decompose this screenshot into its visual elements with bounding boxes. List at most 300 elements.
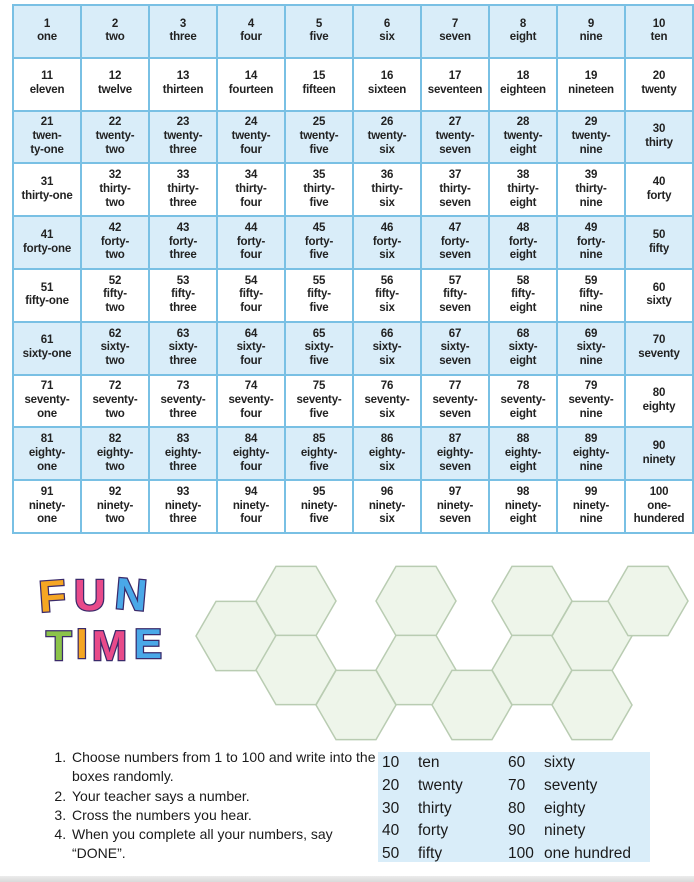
grid-cell-number: 19	[584, 70, 598, 83]
grid-cell	[626, 481, 692, 532]
svg-text:U: U	[74, 571, 106, 620]
grid-cell	[218, 428, 284, 479]
grid-cell-number: 38	[516, 169, 530, 182]
grid-cell-word: thirty- nine	[575, 182, 607, 209]
grid-cell	[558, 270, 624, 321]
grid-cell-number: 68	[516, 327, 530, 340]
grid-cell	[626, 112, 692, 163]
svg-text:E: E	[134, 620, 163, 667]
grid-cell-word: twenty- six	[367, 130, 407, 156]
grid-cell	[218, 270, 284, 321]
tens-entry	[508, 752, 631, 775]
grid-cell-number: 15	[312, 70, 326, 83]
grid-cell-number: 27	[448, 116, 462, 129]
grid-cell-number: 69	[584, 327, 598, 340]
tens-entry	[382, 752, 463, 775]
tens-entry-number: 100	[508, 845, 534, 863]
grid-cell-number: 98	[516, 485, 530, 498]
grid-cell-number: 44	[244, 221, 258, 234]
grid-cell-word: eighteen	[500, 84, 546, 97]
grid-cell-number: 34	[244, 169, 258, 182]
grid-cell	[490, 428, 556, 479]
tens-entry-word: one hundred	[544, 845, 632, 863]
grid-cell-word: eighty	[642, 400, 676, 413]
grid-cell-word: forty- four	[236, 235, 266, 262]
grid-cell	[490, 59, 556, 110]
grid-cell-word: fifty- five	[307, 288, 331, 315]
grid-cell-number: 49	[584, 221, 598, 234]
grid-cell	[14, 164, 80, 215]
grid-cell	[626, 323, 692, 374]
grid-cell-word: two	[105, 31, 125, 44]
grid-cell	[82, 323, 148, 374]
grid-cell-word: ninety- six	[368, 499, 406, 526]
grid-cell-word: fifty- seven	[439, 288, 471, 315]
grid-cell-number: 53	[176, 274, 190, 287]
grid-cell	[218, 112, 284, 163]
grid-cell	[558, 481, 624, 532]
grid-cell-number: 41	[40, 228, 54, 241]
hexagon-box[interactable]	[492, 635, 572, 704]
grid-cell	[422, 481, 488, 532]
grid-cell-word: fifty- four	[239, 288, 263, 315]
grid-cell	[82, 59, 148, 110]
grid-cell-word: ten	[650, 31, 668, 44]
grid-cell	[422, 6, 488, 57]
grid-cell	[218, 6, 284, 57]
instruction-item: 2. Your teacher says a number.	[70, 787, 380, 806]
grid-cell-word: seventy- two	[92, 394, 138, 420]
grid-cell-word: sixty- seven	[439, 341, 471, 368]
tens-entry-word: ninety	[544, 822, 586, 840]
grid-cell-number: 55	[312, 274, 326, 287]
grid-cell-word: thirteen	[162, 84, 204, 97]
grid-cell-number: 47	[448, 221, 462, 234]
hexagon-box[interactable]	[552, 670, 632, 739]
grid-cell	[286, 217, 352, 268]
grid-cell-number: 56	[380, 274, 394, 287]
grid-cell	[558, 428, 624, 479]
grid-cell-number: 13	[176, 70, 190, 83]
grid-cell-word: seven	[439, 31, 471, 44]
grid-cell-word: nine	[579, 31, 603, 44]
grid-cell-word: ninety- one	[28, 499, 66, 526]
grid-cell	[218, 481, 284, 532]
grid-cell-word: fifty-one	[25, 295, 69, 308]
grid-cell-word: thirty	[645, 136, 673, 149]
grid-cell	[218, 376, 284, 427]
grid-cell-number: 79	[584, 380, 598, 393]
grid-cell-number: 66	[380, 327, 394, 340]
grid-cell-word: sixty- three	[168, 341, 198, 368]
grid-cell-word: seventeen	[427, 84, 483, 97]
grid-cell-word: one- hundered	[633, 499, 685, 526]
grid-cell-word: ninety- eight	[504, 499, 542, 526]
tens-entry-word: ten	[418, 754, 440, 771]
grid-cell-number: 95	[312, 485, 326, 498]
grid-cell	[286, 428, 352, 479]
grid-cell-word: eighty- five	[300, 446, 338, 473]
grid-cell	[490, 376, 556, 427]
grid-cell-word: seventy- one	[24, 394, 70, 420]
grid-cell-word: twelve	[98, 84, 132, 97]
grid-cell	[422, 112, 488, 163]
grid-cell-number: 30	[652, 123, 666, 136]
grid-cell-number: 62	[108, 327, 122, 340]
hexagon-box[interactable]	[552, 601, 632, 670]
grid-cell-word: seventy- three	[160, 394, 206, 420]
grid-cell-word: twenty	[641, 84, 677, 97]
tens-entry-word: forty	[418, 822, 449, 840]
tens-entry-number: 70	[508, 776, 526, 794]
hexagon-box[interactable]	[376, 635, 456, 704]
grid-cell-number: 20	[652, 70, 666, 83]
tens-entry-number: 40	[382, 822, 400, 840]
grid-cell-number: 71	[40, 380, 54, 393]
grid-cell	[14, 376, 80, 427]
grid-cell-number: 32	[108, 169, 122, 182]
grid-cell	[490, 6, 556, 57]
grid-cell-word: eighty- one	[28, 446, 66, 473]
tens-entry	[508, 820, 631, 843]
grid-cell	[626, 428, 692, 479]
grid-cell-number: 67	[448, 327, 462, 340]
instruction-item: 1. Choose numbers from 1 to 100 and write into the boxes randomly.	[70, 748, 380, 787]
hexagon-box[interactable]	[256, 566, 336, 635]
grid-cell	[150, 217, 216, 268]
grid-cell-number: 70	[652, 334, 666, 347]
grid-cell	[354, 6, 420, 57]
grid-cell-number: 5	[315, 17, 323, 30]
grid-cell-word: thirty-one	[21, 189, 73, 202]
tens-entry-number: 80	[508, 799, 526, 817]
grid-cell-number: 2	[111, 17, 119, 30]
instructions-list	[44, 748, 380, 864]
grid-cell-number: 45	[312, 221, 326, 234]
grid-cell	[626, 164, 692, 215]
hexagon-box[interactable]	[196, 601, 276, 670]
grid-cell-number: 33	[176, 169, 190, 182]
grid-cell-number: 85	[312, 433, 326, 446]
grid-cell	[558, 323, 624, 374]
grid-cell-word: forty- nine	[576, 235, 606, 262]
grid-cell	[14, 323, 80, 374]
hexagon-box[interactable]	[608, 566, 688, 635]
grid-cell	[286, 481, 352, 532]
grid-cell-word: seventy- six	[364, 394, 410, 420]
grid-cell-number: 22	[108, 116, 122, 129]
grid-cell-word: sixty- two	[100, 341, 130, 368]
grid-cell-word: forty- eight	[508, 235, 538, 262]
grid-cell	[558, 6, 624, 57]
grid-cell	[422, 323, 488, 374]
grid-cell-word: sixty	[646, 295, 672, 308]
grid-cell-word: sixty- eight	[508, 341, 538, 368]
grid-cell-number: 43	[176, 221, 190, 234]
grid-cell-word: eighty- four	[232, 446, 270, 473]
hexagon-box[interactable]	[256, 635, 336, 704]
grid-cell	[150, 6, 216, 57]
grid-cell	[286, 376, 352, 427]
instructions	[44, 748, 380, 864]
hexagon-box[interactable]	[316, 670, 396, 739]
grid-cell	[14, 270, 80, 321]
grid-cell-number: 9	[587, 17, 595, 30]
hexagon-box[interactable]	[492, 566, 572, 635]
grid-cell-number: 74	[244, 380, 258, 393]
grid-cell	[150, 481, 216, 532]
grid-cell-word: eighty- three	[164, 446, 202, 473]
grid-cell	[82, 217, 148, 268]
grid-cell	[422, 376, 488, 427]
grid-cell-word: four	[240, 31, 262, 44]
grid-cell-number: 6	[383, 17, 391, 30]
grid-cell-word: ninety- two	[96, 499, 134, 526]
grid-cell-number: 72	[108, 380, 122, 393]
grid-cell	[218, 59, 284, 110]
grid-cell-word: fifty	[648, 242, 670, 255]
grid-cell-number: 36	[380, 169, 394, 182]
grid-cell-number: 10	[652, 17, 666, 30]
grid-cell-word: fourteen	[228, 84, 274, 97]
page-bottom-edge	[0, 876, 694, 882]
hexagon-box[interactable]	[376, 566, 456, 635]
tens-entry-number: 90	[508, 822, 526, 840]
grid-cell-word: forty- two	[100, 235, 130, 262]
grid-cell-number: 39	[584, 169, 598, 182]
grid-cell-number: 89	[584, 433, 598, 446]
grid-cell-word: forty- three	[168, 235, 198, 262]
grid-cell-word: thirty- eight	[507, 182, 539, 209]
grid-cell	[354, 59, 420, 110]
grid-cell-word: six	[379, 31, 395, 44]
grid-cell-number: 82	[108, 433, 122, 446]
grid-cell	[82, 270, 148, 321]
tens-entry-number: 50	[382, 845, 400, 863]
grid-cell-number: 86	[380, 433, 394, 446]
grid-cell	[82, 428, 148, 479]
grid-cell	[558, 376, 624, 427]
grid-cell	[286, 270, 352, 321]
tens-entry	[508, 798, 631, 821]
grid-cell-word: ninety- three	[164, 499, 202, 526]
grid-cell-number: 93	[176, 485, 190, 498]
grid-cell-number: 61	[40, 334, 54, 347]
grid-cell-word: thirty- five	[303, 182, 335, 209]
grid-cell-number: 63	[176, 327, 190, 340]
tens-entry-word: sixty	[544, 754, 575, 771]
grid-cell-word: fifty- two	[103, 288, 127, 315]
grid-cell-word: eighty- eight	[504, 446, 542, 473]
grid-cell	[150, 323, 216, 374]
grid-cell-word: seventy	[638, 348, 680, 361]
tens-entry-number: 20	[382, 776, 400, 794]
grid-cell-number: 81	[40, 433, 54, 446]
grid-cell-word: sixteen	[367, 84, 407, 97]
grid-cell	[354, 164, 420, 215]
grid-cell-word: ninety	[642, 453, 676, 466]
grid-cell-word: forty-one	[22, 242, 72, 255]
tens-entry-number: 60	[508, 754, 526, 771]
grid-cell-word: seventy- nine	[568, 394, 614, 420]
grid-cell-number: 57	[448, 274, 462, 287]
tens-entry-word: eighty	[544, 799, 586, 817]
grid-cell-number: 80	[652, 387, 666, 400]
grid-cell-word: twenty- two	[95, 130, 135, 156]
grid-cell-word: thirty- four	[235, 182, 267, 209]
grid-cell-word: ninety- five	[300, 499, 338, 526]
grid-cell-word: sixty- five	[304, 341, 334, 368]
grid-cell-word: fifty- nine	[579, 288, 603, 315]
grid-cell	[626, 270, 692, 321]
svg-text:I: I	[76, 620, 88, 667]
grid-cell-word: seventy- eight	[500, 394, 546, 420]
tens-entry-word: twenty	[418, 776, 463, 794]
grid-cell	[354, 376, 420, 427]
grid-cell-word: ninety- seven	[436, 499, 474, 526]
tens-entry-number: 10	[382, 754, 400, 771]
grid-cell-number: 17	[448, 70, 462, 83]
grid-cell-number: 91	[40, 485, 54, 498]
grid-cell-word: eight	[509, 31, 537, 44]
grid-cell-word: thirty- seven	[439, 182, 471, 209]
grid-cell-number: 59	[584, 274, 598, 287]
grid-cell-number: 64	[244, 327, 258, 340]
grid-cell-number: 90	[652, 439, 666, 452]
hexagon-box[interactable]	[432, 670, 512, 739]
grid-cell	[422, 217, 488, 268]
grid-cell-number: 31	[40, 175, 54, 188]
grid-cell-number: 97	[448, 485, 462, 498]
instruction-item: 4. When you complete all your numbers, say “DONE”.	[70, 825, 380, 864]
grid-cell-word: ninety- four	[232, 499, 270, 526]
tens-entry	[382, 798, 463, 821]
instruction-item: 3. Cross the numbers you hear.	[70, 806, 380, 825]
grid-cell-number: 21	[40, 116, 54, 129]
grid-cell	[82, 164, 148, 215]
grid-cell-word: eighty- two	[96, 446, 134, 473]
grid-cell	[626, 376, 692, 427]
grid-cell-word: eleven	[29, 84, 65, 97]
grid-cell	[14, 112, 80, 163]
grid-cell-number: 73	[176, 380, 190, 393]
grid-cell	[354, 217, 420, 268]
grid-cell-word: ninety- nine	[572, 499, 610, 526]
grid-cell	[150, 112, 216, 163]
grid-cell-word: seventy- five	[296, 394, 342, 420]
grid-cell-word: twenty- four	[231, 130, 271, 156]
grid-cell-number: 77	[448, 380, 462, 393]
grid-cell	[558, 59, 624, 110]
grid-cell-word: twenty- nine	[571, 130, 611, 156]
tens-column-left	[382, 752, 463, 866]
grid-cell-number: 4	[247, 17, 255, 30]
tens-column-right	[508, 752, 631, 866]
grid-cell-word: eighty- seven	[436, 446, 474, 473]
grid-cell-word: seventy- seven	[432, 394, 478, 420]
tens-entry-number: 30	[382, 799, 400, 817]
grid-cell-word: sixty- six	[372, 341, 402, 368]
grid-cell-word: fifty- eight	[509, 288, 537, 315]
grid-cell-word: forty- seven	[439, 235, 471, 262]
grid-cell	[82, 112, 148, 163]
grid-cell-number: 14	[244, 70, 258, 83]
grid-cell	[626, 217, 692, 268]
grid-cell-number: 60	[652, 281, 666, 294]
svg-text:F: F	[37, 571, 68, 622]
tens-entry	[382, 775, 463, 798]
grid-cell	[218, 164, 284, 215]
grid-cell	[558, 164, 624, 215]
grid-cell	[422, 59, 488, 110]
grid-cell-number: 58	[516, 274, 530, 287]
grid-cell-word: thirty- two	[99, 182, 131, 209]
grid-cell	[82, 481, 148, 532]
grid-cell-number: 52	[108, 274, 122, 287]
grid-cell-number: 7	[451, 17, 459, 30]
grid-cell	[626, 59, 692, 110]
grid-cell-word: nineteen	[568, 84, 614, 97]
tens-entry	[382, 843, 463, 866]
grid-cell-word: three	[169, 31, 197, 44]
grid-cell-number: 16	[380, 70, 394, 83]
tens-entry-word: seventy	[544, 776, 598, 794]
grid-cell	[558, 217, 624, 268]
grid-cell-number: 65	[312, 327, 326, 340]
grid-cell-word: forty- six	[372, 235, 402, 262]
grid-cell-number: 1	[43, 17, 51, 30]
grid-cell-number: 87	[448, 433, 462, 446]
grid-cell-word: forty- five	[304, 235, 334, 262]
grid-cell-word: twenty- three	[163, 130, 203, 156]
grid-cell-word: twen- ty-one	[30, 130, 64, 156]
grid-cell-number: 48	[516, 221, 530, 234]
grid-cell-number: 28	[516, 116, 530, 129]
grid-cell-number: 26	[380, 116, 394, 129]
grid-cell	[490, 270, 556, 321]
grid-cell	[82, 376, 148, 427]
grid-cell-word: sixty- nine	[576, 341, 606, 368]
grid-cell	[626, 6, 692, 57]
grid-cell	[150, 376, 216, 427]
grid-cell-word: eighty- six	[368, 446, 406, 473]
grid-cell-number: 24	[244, 116, 258, 129]
grid-cell-word: five	[309, 31, 329, 44]
grid-cell-number: 92	[108, 485, 122, 498]
grid-cell	[490, 481, 556, 532]
grid-cell-word: twenty- five	[299, 130, 339, 156]
grid-cell-number: 88	[516, 433, 530, 446]
grid-cell-number: 84	[244, 433, 258, 446]
grid-cell	[354, 428, 420, 479]
fun-time-logo	[34, 560, 184, 670]
tens-entry	[508, 775, 631, 798]
grid-cell-number: 23	[176, 116, 190, 129]
grid-cell-number: 18	[516, 70, 530, 83]
grid-cell-word: thirty- six	[371, 182, 403, 209]
grid-cell	[490, 217, 556, 268]
grid-cell-word: fifteen	[302, 84, 336, 97]
grid-cell-number: 29	[584, 116, 598, 129]
number-grid	[12, 4, 694, 534]
grid-cell-word: forty	[646, 189, 672, 202]
grid-cell	[558, 112, 624, 163]
grid-cell-number: 35	[312, 169, 326, 182]
grid-cell	[490, 323, 556, 374]
grid-cell	[422, 428, 488, 479]
grid-cell-word: twenty- eight	[503, 130, 543, 156]
grid-cell	[150, 428, 216, 479]
